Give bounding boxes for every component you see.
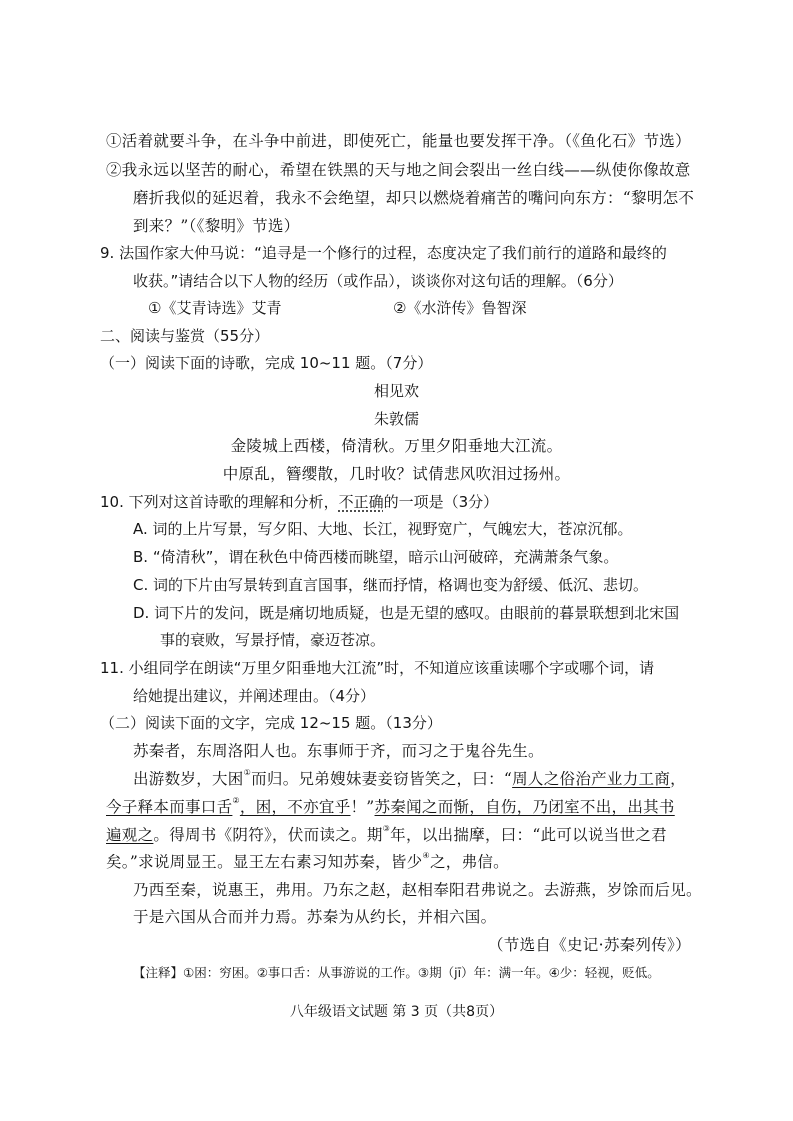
poem-title: 相见欢 bbox=[373, 382, 419, 400]
question-10-stem-c: 的一项是（3分） bbox=[383, 493, 499, 511]
question-10-option-d-line-2: 事的衰败，写景抒情，豪迈苍凉。 bbox=[160, 631, 386, 649]
passage-text: 。得周书《阴符》，伏而读之。期 bbox=[153, 826, 383, 844]
section-2-title: 二、阅读与鉴赏（55分） bbox=[100, 327, 270, 345]
question-10-stem-emphasis: 不正确 bbox=[338, 493, 384, 511]
question-11-line-1: 11. 小组同学在朗读“万里夕阳垂地大江流”时，不知道应该重读哪个字或哪个词，请 bbox=[100, 659, 655, 677]
quote-1: ①活着就要斗争，在斗争中前进，即使死亡，能量也要发挥干净。（《鱼化石》节选） bbox=[106, 132, 691, 150]
passage-para-2-line-3 bbox=[106, 825, 667, 845]
question-10-option-d-line-1: D. 词下片的发问，既是痛切地质疑，也是无望的感叹。由眼前的暮景联想到北宋国 bbox=[133, 604, 680, 622]
note-marker-1: ① bbox=[243, 768, 252, 777]
underlined-sentence: 苏秦闻之而惭，自伤，乃闭室不出，出其书 bbox=[374, 798, 675, 816]
passage-text: ， bbox=[670, 770, 686, 788]
passage-source: （节选自《史记·苏秦列传》） bbox=[488, 936, 691, 954]
poem-line-2: 中原乱，簪缨散，几时收？试倩悲风吹泪过扬州。 bbox=[222, 465, 571, 483]
underlined-sentence: 遍观之 bbox=[106, 826, 154, 844]
passage-para-1: 苏秦者，东周洛阳人也。东事师于齐，而习之于鬼谷先生。 bbox=[133, 742, 544, 760]
page-footer: 八年级语文试题 第 3 页（共8页） bbox=[289, 1004, 504, 1020]
passage-para-2-line-2 bbox=[106, 797, 675, 817]
quote-2-line-3: 到来？”（《黎明》节选） bbox=[133, 217, 300, 235]
passage-text: 而归。兄弟嫂妹妻妾窃皆笑之，曰：“ bbox=[251, 770, 513, 788]
underlined-sentence: 周人之俗治产业力工商 bbox=[512, 770, 671, 788]
poem-line-1: 金陵城上西楼，倚清秋。万里夕阳垂地大江流。 bbox=[230, 437, 563, 455]
question-9-option-1: ①《艾青诗选》艾青 bbox=[148, 299, 282, 317]
passage-text: 年，以出揣摩，曰：“此可以说当世之君 bbox=[390, 826, 667, 844]
question-9-line-2: 收获。”请结合以下人物的经历（或作品），谈谈你对这句话的理解。（6分） bbox=[133, 272, 623, 290]
question-9-option-2: ②《水浒传》鲁智深 bbox=[393, 299, 527, 317]
note-marker-3: ③ bbox=[382, 824, 391, 833]
quote-2-line-2: 磨折我似的延迟着，我永不会绝望，却只以燃烧着痛苦的嘴问向东方：“黎明怎不 bbox=[133, 189, 695, 207]
passage-para-4: 于是六国从合而并力焉。苏秦为从约长，并相六国。 bbox=[133, 908, 497, 926]
note-marker-4: ④ bbox=[422, 851, 430, 860]
underlined-sentence: 今子释本而事口舌 bbox=[106, 798, 233, 816]
passage-para-3: 乃西至秦，说惠王，弗用。乃东之赵，赵相奉阳君弗说之。去游燕，岁馀而后见。 bbox=[133, 881, 702, 899]
passage-para-2-line-4 bbox=[106, 852, 509, 872]
poem-author: 朱敦儒 bbox=[373, 410, 419, 428]
part-1-heading: （一）阅读下面的诗歌，完成 10~11 题。（7分） bbox=[100, 354, 433, 372]
underlined-sentence: ，困，不亦宜乎 bbox=[239, 798, 351, 816]
passage-text: 矣。”求说周显王。显王左右素习知苏秦，皆少 bbox=[106, 853, 423, 871]
passage-text: ！” bbox=[350, 798, 375, 816]
quote-2-line-1: ②我永远以坚苦的耐心，希望在铁黑的天与地之间会裂出一丝白线——纵使你像故意 bbox=[106, 161, 691, 179]
part-2-heading: （二）阅读下面的文字，完成 12~15 题。（13分） bbox=[100, 714, 442, 732]
question-9-line-1: 9. 法国作家大仲马说：“追寻是一个修行的过程，态度决定了我们前行的道路和最终的 bbox=[100, 244, 667, 262]
passage-text: 出游数岁，大困 bbox=[133, 770, 244, 788]
question-10-option-c: C. 词的下片由写景转到直言国事，继而抒情，格调也变为舒缓、低沉、悲切。 bbox=[133, 576, 649, 594]
question-10-option-b: B. “倚清秋”，谓在秋色中倚西楼而眺望，暗示山河破碎，充满萧条气象。 bbox=[133, 548, 619, 566]
passage-para-2-line-1 bbox=[133, 769, 686, 789]
note-marker-2: ② bbox=[232, 796, 240, 805]
passage-notes: 【注释】①困：穷困。②事口舌：从事游说的工作。③期（jī）年：满一年。④少：轻视，贬低。 bbox=[133, 965, 660, 980]
question-11-line-2: 给她提出建议，并阐述理由。（4分） bbox=[133, 687, 376, 705]
question-10-stem-a: 10. 下列对这首诗歌的理解和分析， bbox=[100, 493, 339, 511]
question-10-option-a: A. 词的上片写景，写夕阳、大地、长江，视野宽广，气魄宏大，苍凉沉郁。 bbox=[133, 520, 633, 538]
passage-text: 之，弗信。 bbox=[429, 853, 509, 871]
question-10-stem bbox=[100, 492, 498, 512]
